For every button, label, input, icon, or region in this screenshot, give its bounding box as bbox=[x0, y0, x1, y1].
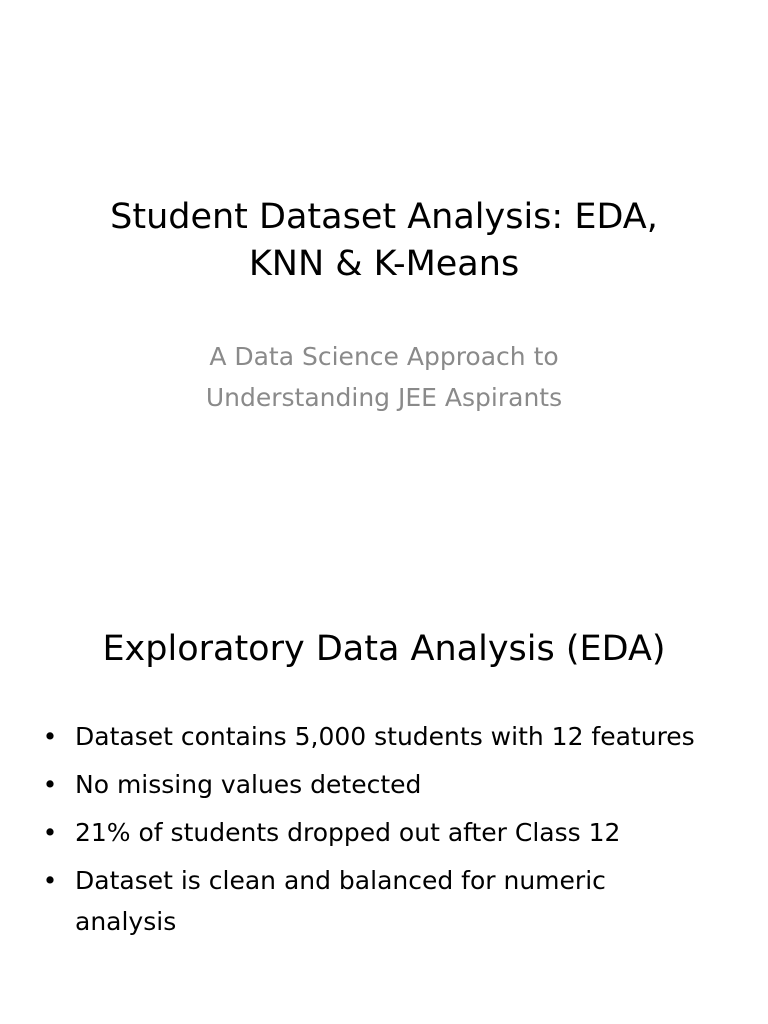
bullet-dot-icon: • bbox=[42, 722, 58, 751]
title-line: KNN & K-Means bbox=[248, 244, 520, 284]
slide-title bbox=[40, 194, 728, 288]
slide-title: Exploratory Data Analysis (EDA) bbox=[102, 629, 666, 669]
bullet-text: 21% of students dropped out after Class 12 bbox=[75, 818, 621, 847]
subtitle-line: A Data Science Approach to bbox=[209, 342, 559, 371]
bullet-dot-icon: • bbox=[42, 818, 58, 847]
slide-subtitle bbox=[40, 336, 728, 418]
bullet-text: Dataset is clean and balanced for numeric analysis bbox=[75, 866, 606, 936]
eda-slide bbox=[0, 576, 768, 1024]
title-line: Student Dataset Analysis: EDA, bbox=[110, 197, 658, 237]
bullet-dot-icon: • bbox=[42, 770, 58, 799]
bullet-text: Dataset contains 5,000 students with 12 features bbox=[75, 722, 695, 751]
bullet-item bbox=[40, 812, 700, 853]
subtitle-line: Understanding JEE Aspirants bbox=[205, 383, 563, 412]
bullet-item bbox=[40, 764, 700, 805]
bullet-item bbox=[40, 860, 700, 942]
bullet-text: No missing values detected bbox=[75, 770, 422, 799]
bullet-dot-icon: • bbox=[42, 866, 58, 895]
bullet-item bbox=[40, 716, 700, 757]
bullet-list bbox=[40, 716, 700, 949]
